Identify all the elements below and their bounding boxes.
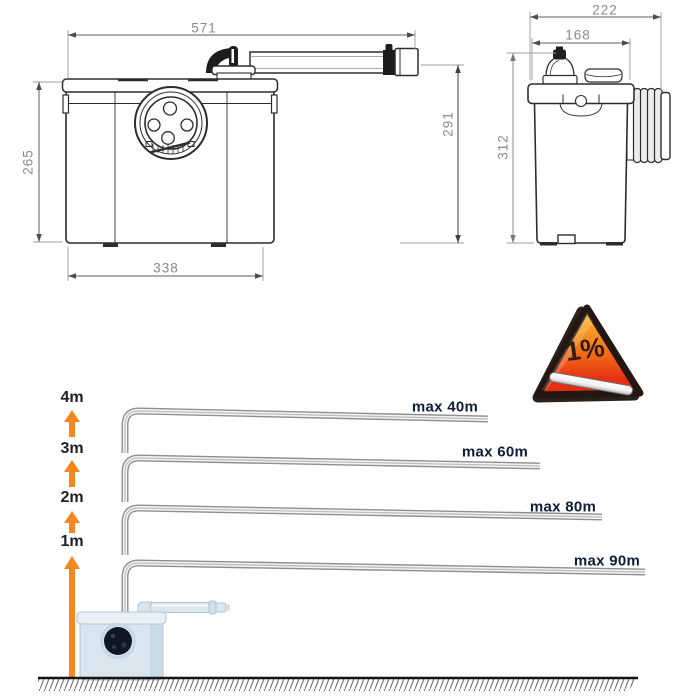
side-top-depth-dimension: 168 <box>565 27 591 43</box>
max-distance-label-60m: max 60m <box>461 443 529 461</box>
lift-label-1m: 1m <box>60 533 84 550</box>
lift-arrow-3m <box>64 460 80 487</box>
pipe-3m <box>125 458 540 502</box>
side-round-cap <box>585 69 622 82</box>
front-porthole <box>135 87 207 159</box>
lift-arrow-4m <box>64 410 80 437</box>
front-base-width-dimension: 338 <box>153 260 179 276</box>
side-bottom-notch <box>558 235 575 244</box>
side-view-body <box>535 103 628 243</box>
side-dome-vent <box>543 47 577 85</box>
pump-lid <box>77 612 166 624</box>
front-view-outlet-pipe <box>206 44 418 80</box>
lift-label-3m: 3m <box>60 440 84 457</box>
ground-hatch <box>38 678 638 691</box>
front-height-dimension: 265 <box>20 149 36 175</box>
outlet-height-dimension: 291 <box>440 111 456 137</box>
side-view-drawing <box>528 47 670 246</box>
right-clip <box>272 95 278 113</box>
slope-percent-label: 1% <box>563 331 607 368</box>
front-width-total-dimension: 571 <box>191 20 217 36</box>
side-depth-total-dimension: 222 <box>592 2 618 18</box>
side-height-dimension: 312 <box>495 134 511 160</box>
front-view-drawing <box>63 44 419 247</box>
max-distance-label-40m: max 40m <box>411 398 479 416</box>
max-distance-label-80m: max 80m <box>529 498 597 516</box>
pipe-4m <box>125 411 488 453</box>
pump-illustration <box>77 601 230 680</box>
left-clip <box>63 95 69 113</box>
lift-label-4m: 4m <box>60 389 84 406</box>
lift-label-2m: 2m <box>60 489 84 506</box>
pump-porthole <box>104 627 132 655</box>
lift-arrow-2m <box>64 511 80 533</box>
max-distance-label-90m: max 90m <box>573 552 641 570</box>
